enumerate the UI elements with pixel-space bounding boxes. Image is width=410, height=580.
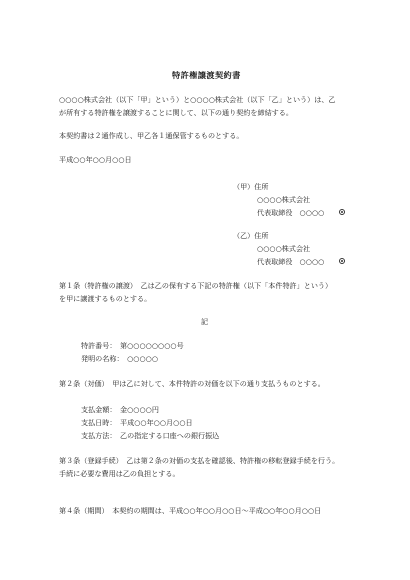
- party-b-company: ○○○○株式会社: [257, 244, 311, 253]
- intro-line-2: が所有する特許権を譲渡することに関して、以下の通り契約を締結する。: [59, 108, 293, 117]
- party-a-seal-icon: [339, 209, 345, 215]
- payment-date: 支払日時： 平成○○年○○月○○日: [81, 418, 193, 427]
- party-b-address-label: （乙）住所: [233, 231, 269, 240]
- intro-line-1: ○○○○株式会社（以下「甲」という）と○○○○株式会社（以下「乙」という）は、乙: [59, 95, 336, 104]
- party-b-representative: 代表取締役 ○○○○: [257, 257, 325, 266]
- article-2: 第２条（対価） 甲は乙に対して、本件特許の対価を以下の通り支払うものとする。: [59, 379, 325, 388]
- article-4: 第４条（期間） 本契約の期間は、平成○○年○○月○○日〜平成○○年○○月○○日: [59, 506, 322, 515]
- contract-date: 平成○○年○○月○○日: [59, 155, 132, 164]
- party-a-company: ○○○○株式会社: [257, 195, 311, 204]
- article-3-line-2: 手続に必要な費用は乙の負担とする。: [59, 469, 180, 478]
- payment-method: 支払方法： 乙の指定する口座への銀行振込: [81, 431, 220, 440]
- article-1-line-1: 第１条（特許権の譲渡） 乙は乙の保有する下記の特許権（以下「本件特許」という）: [59, 281, 333, 290]
- ki-heading: 記: [201, 317, 209, 326]
- article-3-line-1: 第３条（登録手続） 乙は第２条の対価の支払を確認後、特許権の移転登録手続を行う。: [59, 456, 340, 465]
- invention-name: 発明の名称： ○○○○○: [81, 354, 159, 363]
- party-b-seal-icon: [339, 258, 345, 264]
- article-1-line-2: を甲に譲渡するものとする。: [59, 294, 152, 303]
- copies-clause: 本契約書は２通作成し、甲乙各１通保管するものとする。: [59, 131, 244, 140]
- party-a-address-label: （甲）住所: [233, 182, 269, 191]
- payment-amount: 支払金額： 金○○○○円: [81, 405, 159, 414]
- document-title: 特許権譲渡契約書: [172, 70, 241, 80]
- patent-number: 特許番号： 第○○○○○○○○号: [81, 341, 184, 350]
- party-a-representative: 代表取締役 ○○○○: [257, 208, 325, 217]
